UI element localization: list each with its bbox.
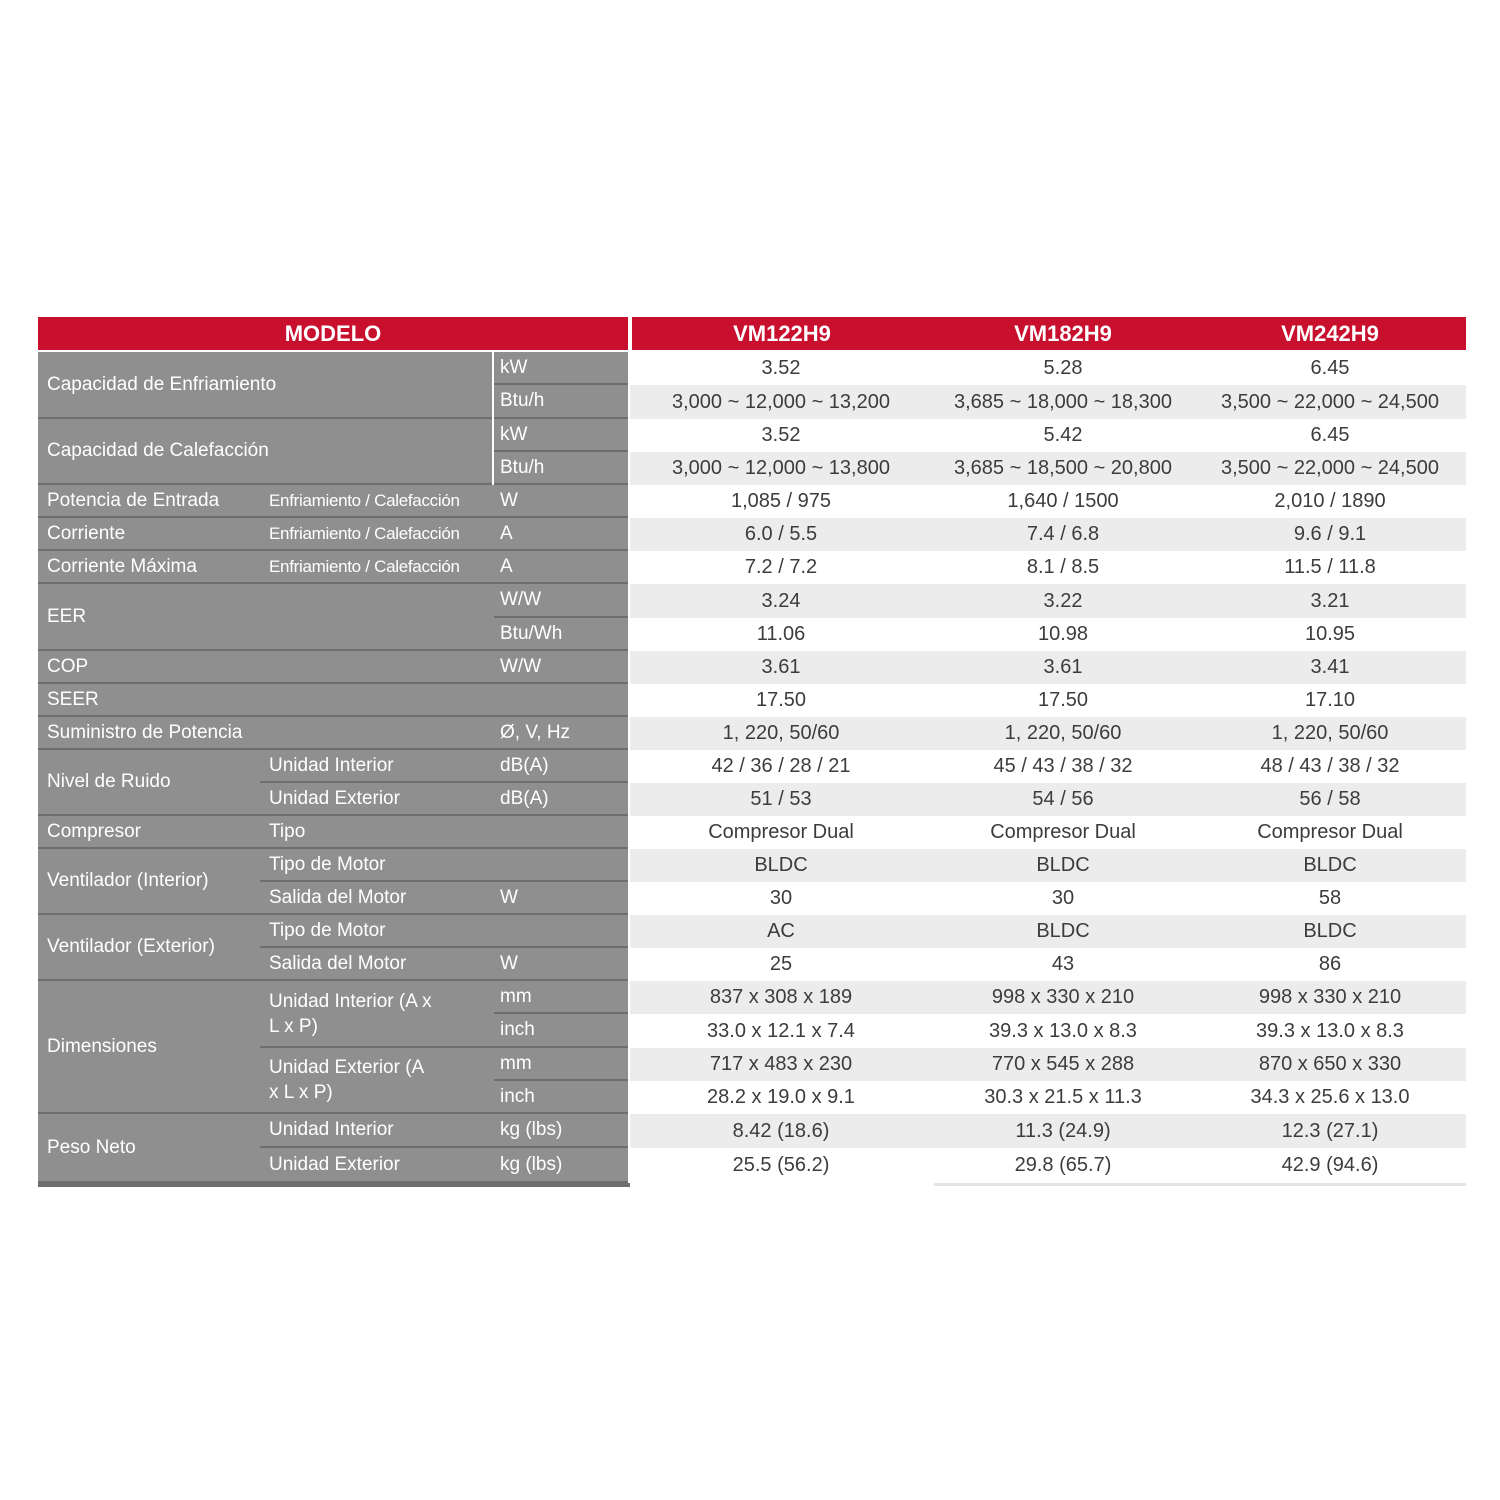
model-header-vm122h9: VM122H9 [632,317,932,350]
value-cell: 8.42 (18.6) [732,1119,830,1142]
table-bottom-rule [38,1183,630,1187]
value-cell: 1,085 / 975 [730,490,832,512]
value-cell: 3.41 [1310,656,1350,678]
label-heating-capacity: Capacidad de Calefacción [38,419,492,485]
value-cell: 10.98 [1037,623,1089,645]
label-power-supply: Suministro de Potencia [38,717,494,750]
unit-mm: mm [494,1048,628,1081]
row-dim-in-inch [630,1014,1466,1048]
value-cell: 58 [1318,887,1342,909]
value-cell: 30.3 x 21.5 x 11.3 [984,1086,1142,1108]
label-cool-heat: Enfriamiento / Calefacción [260,551,494,584]
value-cell: 998 x 330 x 210 [991,986,1135,1008]
unit-btuh: Btu/h [494,385,628,419]
label-cooling-capacity: Capacidad de Enfriamiento [38,352,492,419]
label-outdoor-unit-dims: Unidad Exterior (A x L x P) [260,1048,494,1114]
unit-ww: W/W [494,584,628,618]
value-cell: 717 x 483 x 230 [709,1053,853,1075]
value-cell: 3.24 [761,589,801,612]
value-cell: 3,685 ~ 18,000 ~ 18,300 [954,390,1172,413]
value-cell: 1, 220, 50/60 [722,722,840,744]
unit-w: W [494,485,628,518]
unit-kglbs: kg (lbs) [494,1114,628,1148]
value-cell: 56 / 58 [1299,788,1361,810]
label-fan-indoor: Ventilador (Interior) [38,849,260,915]
value-cell: 42 / 36 / 28 / 21 [711,755,851,777]
value-cell: 1, 220, 50/60 [1271,722,1389,744]
label-input-power: Potencia de Entrada [38,485,260,518]
spec-table [38,317,1466,1187]
unit-supply: Ø, V, Hz [494,717,628,750]
value-cell: BLDC [754,854,808,876]
row-power-supply [630,717,1466,750]
value-cell: 39.3 x 13.0 x 8.3 [989,1019,1137,1042]
row-cooling-btuh [630,385,1466,419]
value-cell: 3.52 [761,357,801,379]
label-indoor-unit: Unidad Interior [260,1114,494,1148]
row-fan-out-type [630,915,1466,948]
value-cell: AC [767,920,795,942]
value-cell: 3.52 [761,424,801,446]
value-cell: 33.0 x 12.1 x 7.4 [707,1019,855,1042]
value-cell: 17.10 [1304,689,1356,711]
label-net-weight: Peso Neto [38,1114,260,1183]
value-cell: 43 [1051,953,1075,975]
value-cell: 3.61 [761,656,801,678]
value-cell: BLDC [1036,854,1090,876]
row-heating-kw [630,419,1466,452]
value-cell: 86 [1318,953,1342,975]
value-cell: 25 [769,953,793,975]
value-cell: 51 / 53 [750,788,812,810]
value-cell: 5.28 [1043,357,1083,379]
value-cell: 48 / 43 / 38 / 32 [1260,755,1400,777]
label-motor-type: Tipo de Motor [260,915,628,948]
label-indoor-unit: Unidad Interior [260,750,494,783]
row-noise-indoor [630,750,1466,783]
value-cell: Compresor Dual [1257,821,1403,843]
value-cell: 770 x 545 x 288 [991,1053,1135,1075]
row-dim-in-mm [630,981,1466,1014]
unit-dba: dB(A) [494,783,628,816]
unit-a: A [494,551,628,584]
value-cell: 25.5 (56.2) [732,1154,830,1176]
value-cell: 6.0 / 5.5 [744,523,818,545]
value-cell: 12.3 (27.1) [1281,1119,1379,1142]
unit-dba: dB(A) [494,750,628,783]
value-cell: BLDC [1303,920,1357,942]
value-cell: 9.6 / 9.1 [1293,523,1367,545]
label-type: Tipo [260,816,628,849]
label-motor-output: Salida del Motor [260,948,494,981]
value-cell: 6.45 [1310,424,1350,446]
row-heating-btuh [630,452,1466,485]
label-compressor: Compresor [38,816,260,849]
table-bottom-rule-light [934,1183,1466,1186]
value-cell: 1, 220, 50/60 [1004,722,1122,744]
label-fan-outdoor: Ventilador (Exterior) [38,915,260,981]
model-header: MODELO [38,317,628,350]
row-eer-ww [630,584,1466,618]
label-motor-type: Tipo de Motor [260,849,628,882]
row-max-current [630,551,1466,584]
value-cell: 54 / 56 [1032,788,1094,810]
value-cell: 3,685 ~ 18,500 ~ 20,800 [954,457,1172,479]
unit-inch: inch [494,1081,628,1114]
value-cell: 1,640 / 1500 [1007,490,1119,512]
value-cell: 34.3 x 25.6 x 13.0 [1250,1086,1410,1108]
value-cell: 11.06 [756,623,806,645]
row-weight-out [630,1148,1466,1183]
label-outdoor-unit: Unidad Exterior [260,1148,494,1183]
row-fan-in-output [630,882,1466,915]
model-header-vm242h9: VM242H9 [1194,317,1466,350]
label-cool-heat: Enfriamiento / Calefacción [260,485,494,518]
value-cell: Compresor Dual [708,821,854,843]
row-compressor-type [630,816,1466,849]
model-header-vm182h9: VM182H9 [932,317,1194,350]
unit-btuh: Btu/h [494,452,628,485]
value-cell: 6.45 [1310,357,1350,379]
value-cell: Compresor Dual [990,821,1136,843]
value-cell: 11.5 / 11.8 [1284,556,1376,578]
row-dim-out-inch [630,1081,1466,1114]
value-cell: 29.8 (65.7) [1014,1154,1112,1176]
value-cell: 42.9 (94.6) [1281,1154,1379,1176]
label-motor-output: Salida del Motor [260,882,494,915]
value-cell: 870 x 650 x 330 [1258,1053,1402,1075]
value-cell: 7.2 / 7.2 [744,556,818,578]
label-indoor-unit-dims: Unidad Interior (A x L x P) [260,981,494,1048]
unit-ww: W/W [494,651,628,684]
value-cell: 7.4 / 6.8 [1026,523,1100,545]
label-eer: EER [38,584,494,651]
value-cell: 10.95 [1304,623,1356,645]
value-cell: 30 [769,887,793,909]
value-cell: 3,000 ~ 12,000 ~ 13,200 [672,390,890,413]
value-cell: 30 [1051,887,1075,909]
value-cell: 17.50 [1037,689,1089,711]
value-cell: 45 / 43 / 38 / 32 [993,755,1133,777]
value-cell: 3.22 [1043,589,1083,612]
unit-btuwh: Btu/Wh [494,618,628,651]
unit-w: W [494,948,628,981]
unit-a: A [494,518,628,551]
row-cop [630,651,1466,684]
value-cell: 837 x 308 x 189 [709,986,853,1008]
row-dim-out-mm [630,1048,1466,1081]
row-current [630,518,1466,551]
value-cell: 8.1 / 8.5 [1026,556,1100,578]
unit-kw: kW [494,419,628,452]
row-noise-outdoor [630,783,1466,816]
value-cell: 5.42 [1043,424,1083,446]
label-dimensions: Dimensiones [38,981,260,1114]
value-cell: 3.61 [1043,656,1083,678]
row-seer [630,684,1466,717]
unit-mm: mm [494,981,628,1014]
label-cool-heat: Enfriamiento / Calefacción [260,518,494,551]
value-cell: 998 x 330 x 210 [1258,986,1402,1008]
value-cell: 28.2 x 19.0 x 9.1 [707,1086,855,1108]
label-current: Corriente [38,518,260,551]
value-cell: 2,010 / 1890 [1274,490,1386,512]
row-fan-in-type [630,849,1466,882]
label-seer: SEER [38,684,628,717]
row-cooling-kw [630,352,1466,385]
unit-inch: inch [494,1014,628,1048]
unit-w: W [494,882,628,915]
row-fan-out-output [630,948,1466,981]
value-cell: 3,000 ~ 12,000 ~ 13,800 [672,457,890,479]
row-input-power [630,485,1466,518]
label-max-current: Corriente Máxima [38,551,260,584]
value-cell: 3,500 ~ 22,000 ~ 24,500 [1221,457,1439,479]
label-outdoor-unit: Unidad Exterior [260,783,494,816]
row-eer-btuwh [630,618,1466,651]
value-cell: BLDC [1303,854,1357,876]
value-cell: 17.50 [755,689,807,711]
label-cop: COP [38,651,494,684]
value-cell: 3,500 ~ 22,000 ~ 24,500 [1221,390,1439,413]
label-noise-level: Nivel de Ruido [38,750,260,816]
unit-kglbs: kg (lbs) [494,1148,628,1183]
value-cell: 39.3 x 13.0 x 8.3 [1256,1019,1404,1042]
unit-kw: kW [494,352,628,385]
value-cell: 11.3 (24.9) [1015,1119,1111,1142]
value-cell: 3.21 [1310,589,1350,612]
value-cell: BLDC [1036,920,1090,942]
row-weight-in [630,1114,1466,1148]
